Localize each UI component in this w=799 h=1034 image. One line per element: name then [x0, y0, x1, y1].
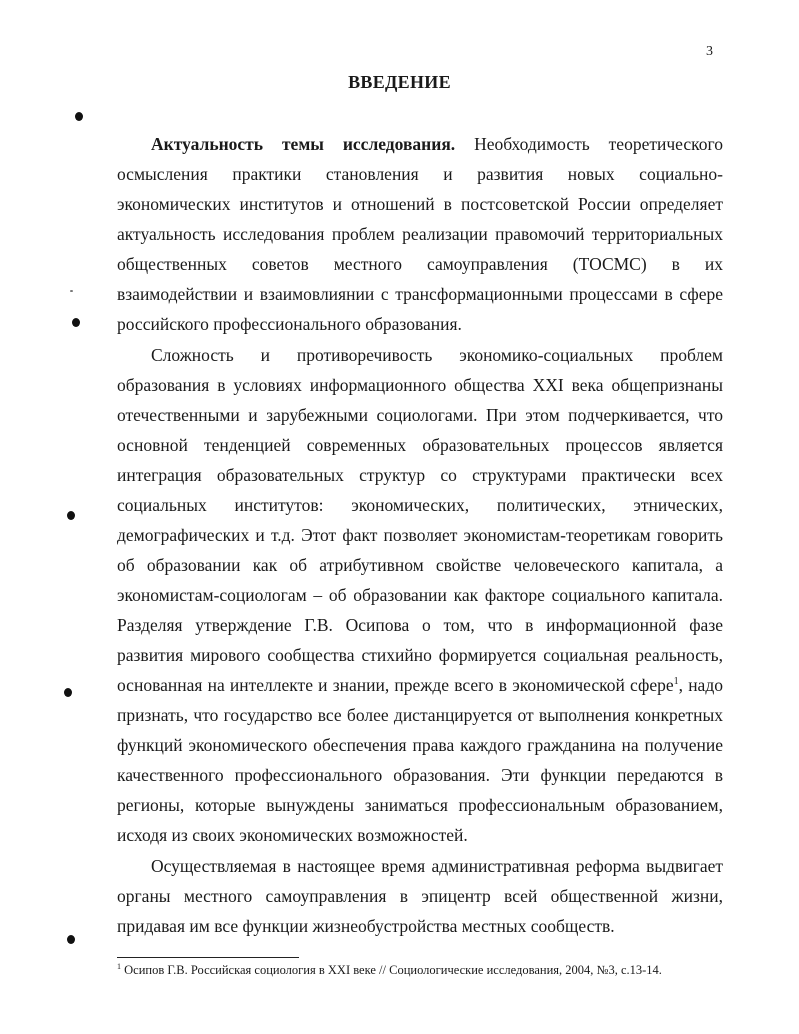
paragraph-2-line: демографических и т.д. Этот факт позволяет экономистам-теоретикам говорить [117, 525, 723, 545]
paragraph-3-line: органы местного самоуправления в эпицентр всей общественной жизни, [117, 886, 723, 906]
paragraph-2-line: регионы, которые вынуждены заниматься профессиональным образованием, [117, 795, 723, 815]
paragraph-2-text: , надо [678, 675, 723, 695]
binding-hole-mark [75, 112, 83, 121]
paragraph-1-line: взаимодействии и взаимовлиянии с трансформационными процессами в сфере [117, 284, 723, 304]
paragraph-2-line: Разделяя утверждение Г.В. Осипова о том, что в информационной фазе [117, 615, 723, 635]
footnote-divider [117, 957, 299, 958]
page-title: ВВЕДЕНИЕ [348, 72, 451, 92]
binding-hole-mark [72, 318, 80, 327]
binding-hole-mark [64, 688, 72, 697]
footnote-reference[interactable]: 1 [673, 676, 679, 687]
paragraph-1-line: актуальность исследования проблем реализации правомочий территориальных [117, 224, 723, 244]
footnote-text: Осипов Г.В. Российская социология в XXI веке // Социологические исследования, 2004, №3, с.13-14. [121, 963, 662, 977]
paragraph-2-line: функций экономического обеспечения права каждого гражданина на получение [117, 735, 723, 755]
footnote-mark: 1 [117, 962, 121, 971]
paragraph-1-lead-rest: Необходимость теоретического [474, 134, 723, 154]
paragraph-2-line: интеграция образовательных структур со структурами практически всех [117, 465, 723, 485]
paragraph-2-line: Сложность и противоречивость экономико-социальных проблем [151, 345, 723, 365]
paragraph-3-line: придавая им все функции жизнеобустройства местных сообществ. [117, 916, 615, 936]
binding-hole-mark [67, 935, 75, 944]
paragraph-1-line-1 [151, 133, 723, 155]
page-number: 3 [706, 44, 713, 59]
paragraph-2-line: развития мирового сообщества стихийно формируется социальная реальность, [117, 645, 723, 665]
footnote [117, 963, 662, 978]
paragraph-2-line: отечественными и зарубежными социологами. При этом подчеркивается, что [117, 405, 723, 425]
binding-hole-mark [67, 511, 75, 520]
paragraph-2-text: основанная на интеллекте и знании, прежде всего в экономической сфере [117, 675, 674, 695]
paragraph-2-line: об образовании как об атрибутивном свойстве человеческого капитала, а [117, 555, 723, 575]
paragraph-2-line: качественного профессионального образования. Эти функции передаются в [117, 765, 723, 785]
paragraph-1-line: экономических институтов и отношений в постсоветской России определяет [117, 194, 723, 214]
paragraph-1-line: общественных советов местного самоуправления (ТОСМС) в их [117, 254, 723, 274]
paragraph-2-line-with-footnote-ref [117, 674, 723, 696]
section-lead-heading: Актуальность темы исследования. [151, 134, 456, 154]
paragraph-2-line: образования в условиях информационного общества XXI века общепризнаны [117, 375, 723, 395]
paragraph-3-line: Осуществляемая в настоящее время административная реформа выдвигает [151, 856, 723, 876]
scan-speck [70, 290, 73, 292]
paragraph-2-line: основной тенденцией современных образовательных процессов является [117, 435, 723, 455]
paragraph-1-line: российского профессионального образования. [117, 314, 462, 334]
paragraph-2-line: исходя из своих экономических возможностей. [117, 825, 468, 845]
paragraph-1-line: осмысления практики становления и развития новых социально- [117, 164, 723, 184]
paragraph-2-line: экономистам-социологам – об образовании как факторе социального капитала. [117, 585, 723, 605]
paragraph-2-line: признать, что государство все более дистанцируется от выполнения конкретных [117, 705, 723, 725]
paragraph-2-line: социальных институтов: экономических, политических, этнических, [117, 495, 723, 515]
